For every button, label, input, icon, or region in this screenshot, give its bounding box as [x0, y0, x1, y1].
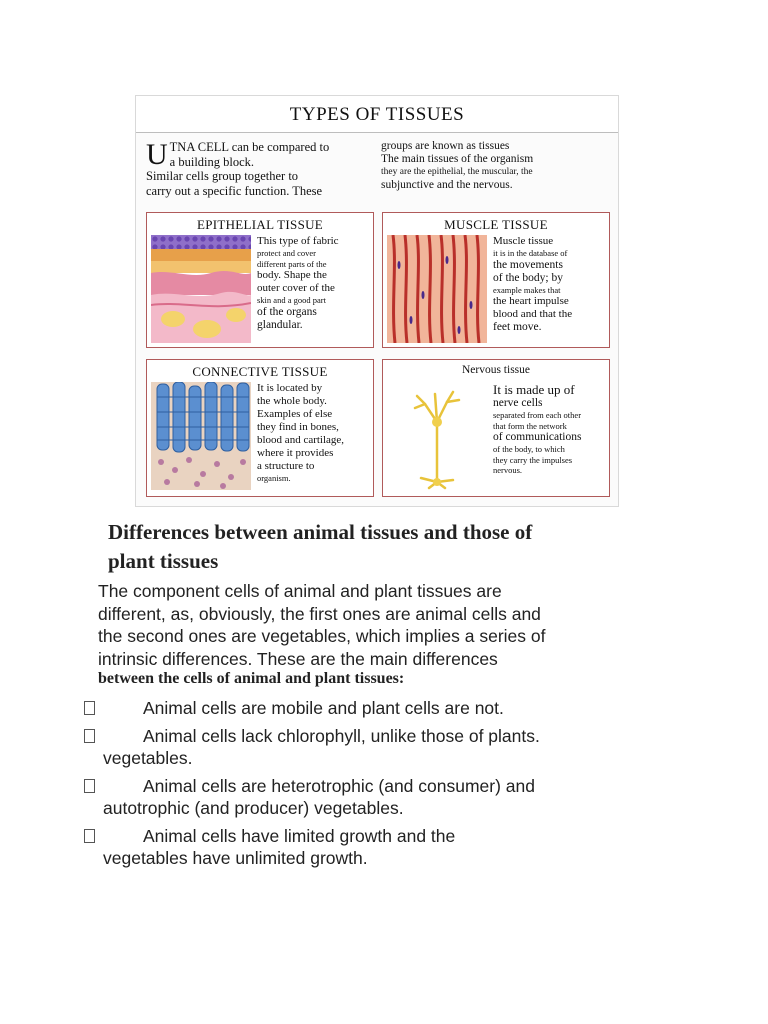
panel-text-line: This type of fabric — [257, 235, 339, 247]
panel-text-line: the heart impulse — [493, 295, 569, 307]
panel-text-line: glandular. — [257, 318, 303, 331]
panel-text-line: the movements — [493, 258, 563, 271]
list-item-text: Animal cells are mobile and plant cells are not. — [143, 698, 504, 718]
panel-text-line: of communications — [493, 431, 582, 443]
panel-text-line: that form the network — [493, 420, 567, 431]
panel-text-line: a structure to — [257, 460, 315, 472]
panel-text-line: It is made up of — [493, 382, 575, 397]
list-item-text: Animal cells have limited growth and the — [143, 826, 456, 846]
muscle-tissue-panel — [382, 212, 610, 348]
heading-line: Differences between animal tissues and those of — [108, 520, 533, 544]
epithelial-tissue-panel — [146, 212, 374, 348]
panel-text-line: blood and cartilage, — [257, 434, 345, 446]
muscle-tissue-illustration — [387, 235, 487, 343]
bullet-box-icon — [84, 701, 95, 715]
intro-right-line: they are the epithelial, the muscular, the — [381, 167, 533, 177]
nervous-tissue-panel — [382, 359, 610, 497]
differences-list — [84, 697, 644, 875]
panel-text-line: outer cover of the — [257, 282, 335, 294]
panel-text — [257, 382, 369, 484]
list-item — [84, 775, 644, 819]
panel-title: MUSCLE TISSUE — [444, 217, 548, 232]
intro-right-line: subjunctive and the nervous. — [381, 179, 513, 191]
bullet-box-icon — [84, 829, 95, 843]
panel-text — [257, 235, 369, 332]
panel-text-line: skin and a good part — [257, 295, 326, 305]
panel-text-line: of the body, to which — [493, 444, 565, 454]
panel-title: EPITHELIAL TISSUE — [196, 217, 324, 232]
panel-text-line: nerve cells — [493, 397, 543, 409]
panel-text-line: body. Shape the — [257, 269, 327, 281]
list-item-text-continuation: vegetables. — [103, 748, 193, 768]
intro-left-text — [146, 140, 371, 198]
panel-text-line: Examples of else — [257, 408, 333, 420]
bullet-box-icon — [84, 779, 95, 793]
panel-text-line: where it provides — [257, 447, 334, 459]
epithelial-tissue-illustration — [151, 235, 251, 343]
paragraph-line: The component cells of animal and plant tissues are — [98, 581, 502, 601]
panel-text-line: separated from each other — [493, 410, 582, 420]
panel-text-line: of the body; by — [493, 271, 563, 284]
intro-paragraph — [98, 580, 638, 670]
paragraph-line: intrinsic differences. These are the main differences — [98, 648, 498, 669]
list-item — [84, 825, 644, 869]
list-item-text-continuation: autotrophic (and producer) vegetables. — [103, 798, 404, 818]
intro-right-line: groups are known as tissues — [381, 140, 510, 152]
drop-cap: U — [146, 138, 168, 171]
panel-text-line: blood and that the — [493, 308, 573, 320]
panel-text-line: feet move. — [493, 321, 542, 333]
list-item-text-continuation: vegetables have unlimited growth. — [103, 848, 368, 868]
list-item — [84, 697, 644, 719]
paragraph-bold-line: between the cells of animal and plant tissues: — [98, 670, 405, 687]
bullet-box-icon — [84, 729, 95, 743]
panel-text-line: protect and cover — [257, 248, 316, 258]
figure-title: TYPES OF TISSUES — [289, 104, 465, 125]
connective-tissue-panel — [146, 359, 374, 497]
panel-text-line: the whole body. — [257, 395, 327, 407]
intro-left-line: Similar cells group together to — [146, 169, 299, 183]
paragraph-line: different, as, obviously, the first ones are animal cells and — [98, 603, 541, 624]
panel-text-line: they carry the impulses — [493, 454, 573, 465]
list-item — [84, 725, 644, 769]
figure-title-bar — [136, 96, 618, 133]
intro-left-line: a building block. — [169, 154, 255, 169]
panel-title: CONNECTIVE TISSUE — [192, 364, 328, 379]
list-item-text: Animal cells lack chlorophyll, unlike those of plants. — [143, 726, 540, 746]
intro-right-line: The main tissues of the organism — [381, 153, 534, 165]
list-item-text: Animal cells are heterotrophic (and consumer) and — [143, 776, 535, 796]
intro-left-line: TNA CELL can be compared to — [169, 140, 330, 154]
panel-text-line: nervous. — [493, 465, 523, 475]
panel-text-line: Muscle tissue — [493, 235, 554, 247]
intro-right-text — [381, 140, 611, 192]
section-heading — [108, 518, 628, 576]
heading-line: plant tissues — [108, 549, 219, 573]
panel-text-line: they find in bones, — [257, 421, 339, 433]
nervous-tissue-illustration — [387, 382, 487, 490]
panel-title: Nervous tissue — [461, 364, 531, 376]
panel-text-line: of the organs — [257, 305, 317, 318]
panel-text-line: it is in the database of — [493, 248, 568, 258]
panel-text-line: It is located by — [257, 382, 323, 394]
paragraph-line: the second ones are vegetables, which implies a series of — [98, 626, 546, 646]
panel-text — [493, 235, 605, 334]
panel-text-line: different parts of the — [257, 258, 327, 269]
panel-text — [493, 382, 605, 476]
connective-tissue-illustration — [151, 382, 251, 490]
intro-left-line: carry out a specific function. These — [146, 183, 323, 198]
panel-text-line: example makes that — [493, 284, 561, 295]
panel-text-line: organism. — [257, 473, 291, 483]
tissue-types-figure — [135, 95, 619, 507]
